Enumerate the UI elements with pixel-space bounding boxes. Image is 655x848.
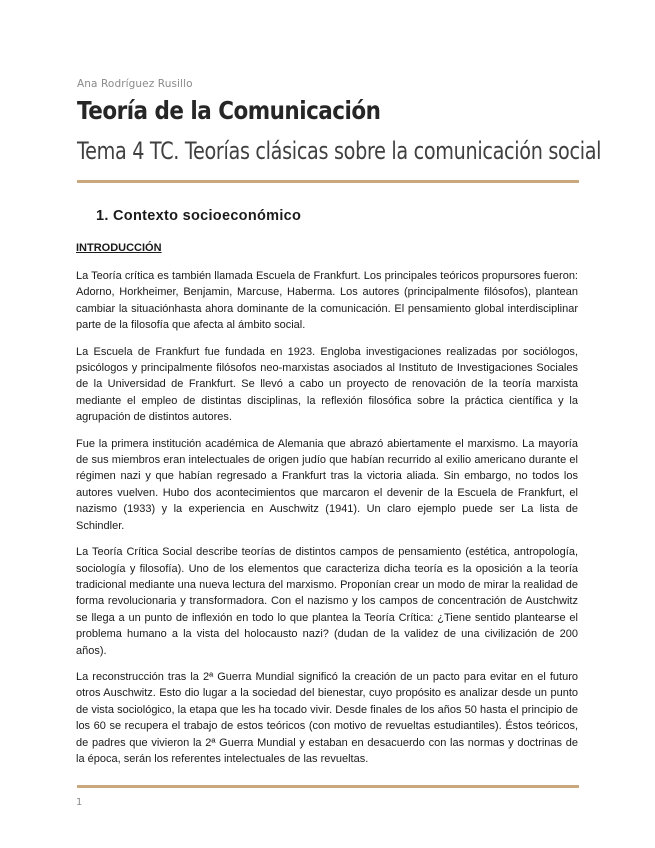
document-title: Teoría de la Comunicación — [77, 96, 381, 125]
footer-divider — [77, 785, 579, 788]
page-number: 1 — [76, 797, 83, 808]
header-divider — [77, 180, 579, 183]
paragraph-1: La Teoría crítica es también llamada Escuela de Frankfurt. Los principales teóricos propursores fueron: Adorno, Horkheimer, Benjamin, Marcuse, Haberma. Los autores (principalmente filósofos), plantean cambiar la situaciónhasta ahora dominante de la comunicación. El pensamiento global interdisciplinar parte de la filosofía que afecta al ámbito social. — [76, 270, 578, 332]
section-heading: 1. Contexto socioeconómico — [96, 208, 302, 224]
author-name: Ana Rodríguez Rusillo — [77, 78, 193, 90]
body-text — [76, 268, 578, 777]
paragraph-3: Fue la primera institución académica de Alemania que abrazó abiertamente el marxismo. La mayoría de sus miembros eran intelectuales de origen judío que habían recurrido al exilio americano durante el régimen nazi y que habían regresado a Frankfurt tras la victoria aliada. Sin embargo, no todos los autores vuelven. Hubo dos acontecimientos que marcaron el devenir de la Escuela de Frankfurt, el nazismo (1933) y la experiencia en Auschwitz (1941). Un claro ejemplo puede ser La lista de Schindler. — [76, 437, 578, 532]
paragraph-4: La Teoría Crítica Social describe teorías de distintos campos de pensamiento (estética, antropología, sociología y filosofía). Uno de los elementos que caracteriza dicha teoría es la oposición a la teoría tradicional mediante una nueva lectura del marxismo. Proponían crear un modo de mirar la realidad de forma revolucionaria y transformadora. Con el nazismo y los campos de concentración de Austchwitz se llega a un punto de inflexión en todo lo que plantea la Teoría Crítica: ¿Tiene sentido plantearse el problema humano a la vista del holocausto nazi? (dudan de la validez de una civilización de 200 años). — [76, 546, 578, 657]
paragraph-2: La Escuela de Frankfurt fue fundada en 1923. Engloba investigaciones realizadas por sociólogos, psicólogos y principalmente filósofos neo-marxistas asociados al Instituto de Investigaciones Sociales de la Universidad de Frankfurt. Se llevó a cabo un proyecto de renovación de la teoría marxista mediante el empleo de distintas disciplinas, la reflexión filosófica sobre la práctica científica y la agrupación de distintos autores. — [76, 345, 578, 424]
intro-label: INTRODUCCIÓN — [76, 242, 162, 254]
document-subtitle: Tema 4 TC. Teorías clásicas sobre la comunicación social — [77, 137, 602, 165]
paragraph-5: La reconstrucción tras la 2ª Guerra Mundial significó la creación de un pacto para evitar en el futuro otros Auschwitz. Esto dio lugar a la sociedad del bienestar, cuyo propósito es analizar desde un punto de vista sociológico, la etapa que les ha tocado vivir. Desde finales de los años 50 hasta el principio de los 60 se recupera el trabajo de estos teóricos (con motivo de revueltas estudiantiles). Éstos teóricos, de padres que vivieron la 2ª Guerra Mundial y estaban en desacuerdo con las normas y doctrinas de la época, serán los referentes intelectuales de las revueltas. — [76, 670, 578, 765]
